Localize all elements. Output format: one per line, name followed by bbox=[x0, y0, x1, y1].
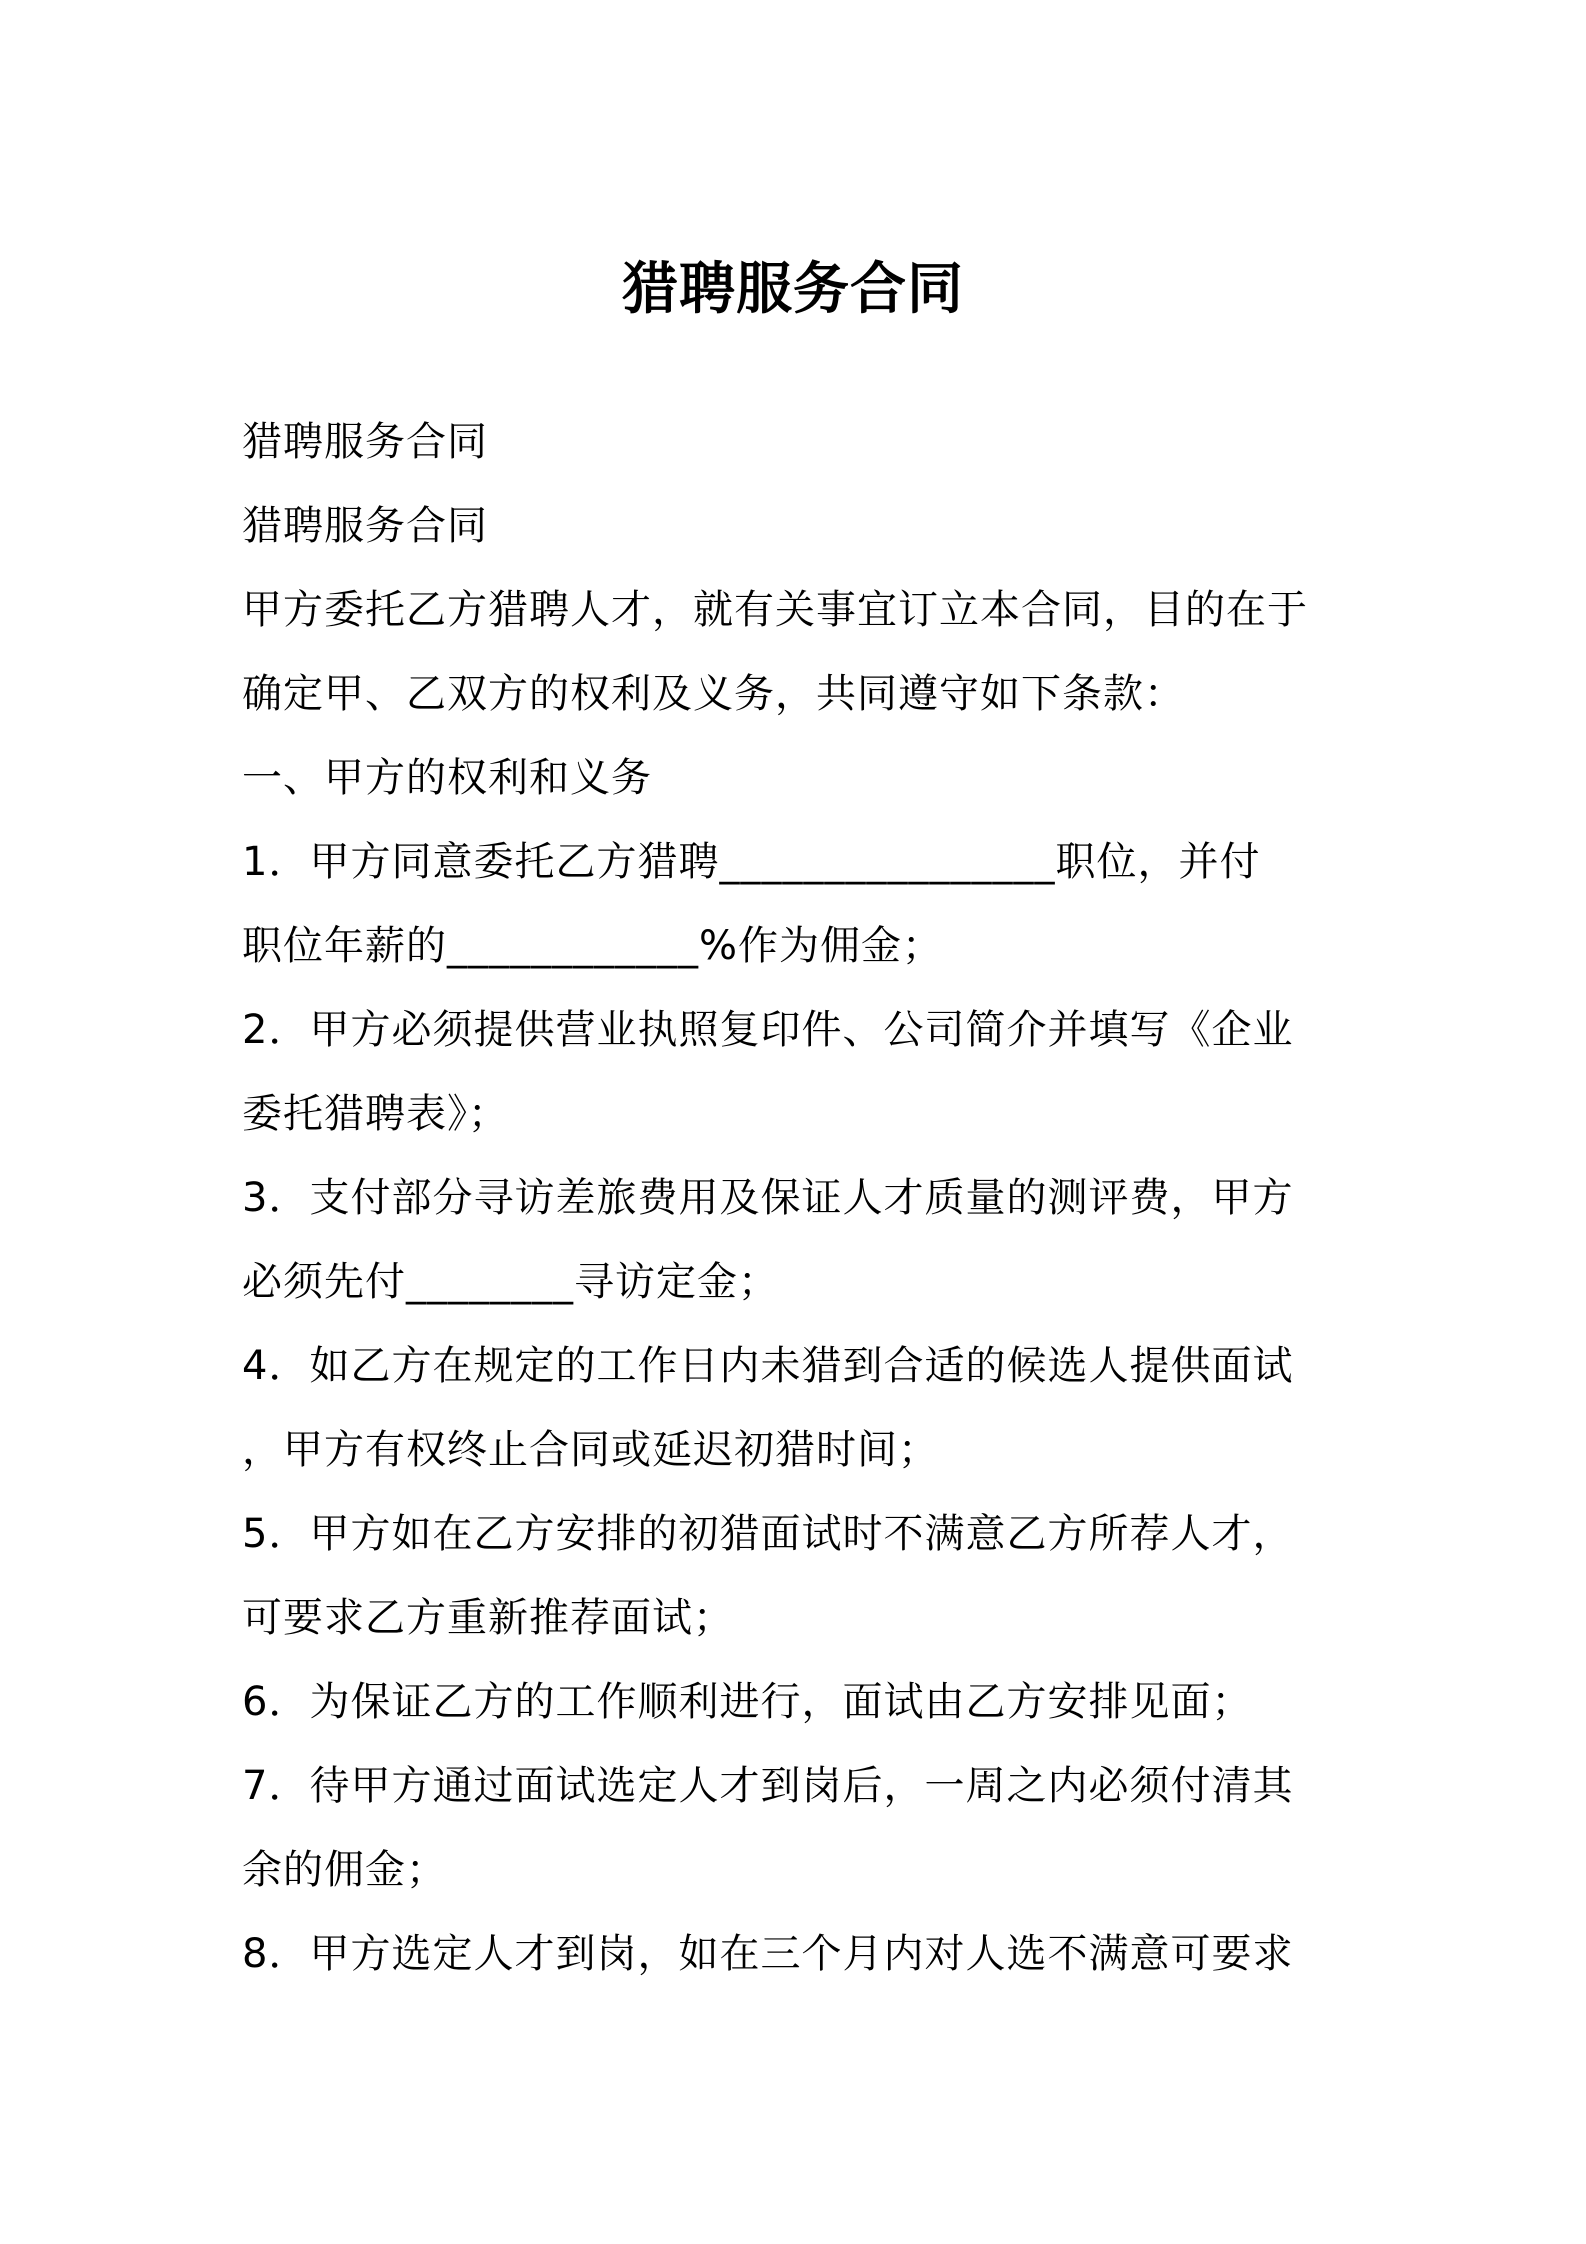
clause-line: 6．为保证乙方的工作顺利进行，面试由乙方安排见面； bbox=[242, 1679, 1253, 1725]
document-body bbox=[242, 400, 1352, 1996]
clause-line: 可要求乙方重新推荐面试； bbox=[242, 1595, 734, 1641]
clause-line: 8．甲方选定人才到岗，如在三个月内对人选不满意可要求 bbox=[242, 1931, 1294, 1977]
clause-line: 3．支付部分寻访差旅费用及保证人才质量的测评费，甲方 bbox=[242, 1175, 1294, 1221]
clause-line: 必须先付________寻访定金； bbox=[242, 1259, 779, 1305]
paragraph-line: 甲方委托乙方猎聘人才，就有关事宜订立本合同，目的在于 bbox=[242, 587, 1308, 633]
clause-line: 委托猎聘表》； bbox=[242, 1091, 509, 1137]
clause-line: ，甲方有权终止合同或延迟初猎时间； bbox=[242, 1427, 939, 1473]
clause-line: 5．甲方如在乙方安排的初猎面试时不满意乙方所荐人才， bbox=[242, 1511, 1294, 1557]
section-heading: 一、甲方的权利和义务 bbox=[242, 755, 652, 801]
clause-line: 余的佣金； bbox=[242, 1847, 447, 1893]
clause-line: 7．待甲方通过面试选定人才到岗后，一周之内必须付清其 bbox=[242, 1763, 1294, 1809]
clause-line: 1．甲方同意委托乙方猎聘________________职位，并付 bbox=[242, 839, 1261, 885]
paragraph-line: 猎聘服务合同 bbox=[242, 503, 488, 549]
document-title: 猎聘服务合同 bbox=[622, 257, 964, 322]
clause-line: 2．甲方必须提供营业执照复印件、公司简介并填写《企业 bbox=[242, 1007, 1294, 1053]
paragraph-line: 猎聘服务合同 bbox=[242, 419, 488, 465]
paragraph-line: 确定甲、乙双方的权利及义务，共同遵守如下条款： bbox=[242, 671, 1185, 717]
clause-line: 4．如乙方在规定的工作日内未猎到合适的候选人提供面试 bbox=[242, 1343, 1294, 1389]
clause-line: 职位年薪的____________%作为佣金； bbox=[242, 923, 944, 969]
